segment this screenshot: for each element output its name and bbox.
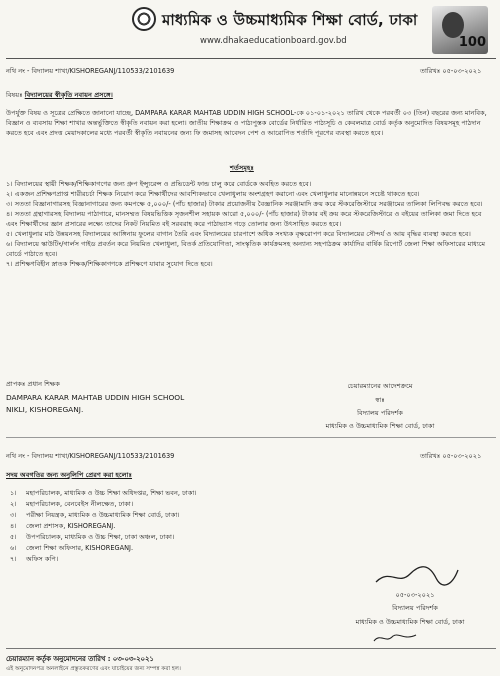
govt-seal-icon	[132, 7, 156, 31]
approval-date: চেয়ারম্যান কর্তৃক অনুমোদনের তারিখ : ০৩-০৩-২০২১	[6, 655, 154, 663]
signatory-signed-mark: স্বাঃ	[375, 396, 385, 404]
condition-item: ১। বিদ্যালয়ের স্থায়ী শিক্ষক/শিক্ষিকাগণের জন্য গ্রুপ ইন্স্যুরেন্স ও প্রভিডেন্ট ফান্ড চালু করে বোর্ডকে অবহিত করতে হবে।	[6, 180, 312, 188]
recipient-school: DAMPARA KARAR MAHTAB UDDIN HIGH SCHOOL	[6, 393, 185, 402]
condition-item: ৫। খেলাধুলার মাঠ উন্নয়নসহ বিদ্যালয়ের আঙ্গিনায় ফুলের বাগান তৈরি এবং বিদ্যালয়ের চারপাশে অধিক সংখ্যক বৃক্ষরোপণ করে বিদ্যালয়ের সৌন্দর্য ও আয় বৃদ্ধির ব্যবস্থা করতে হবে।	[6, 230, 471, 238]
condition-item: ৬। বিদ্যালয়ে স্কাউটিং/গার্লস গাইড প্রবর্তন করে নিয়মিত খেলাধুলা, বিতর্ক প্রতিযোগিতা, সাংস্কৃতিক কার্যক্রমসহ অন্যান্য সহপাঠক্রম কার্যাদির বার্ষিক রিপোর্ট জেলা শিক্ষা অফিসারের মাধ্যমে বোর্ডে পাঠাতে হবে।	[6, 240, 486, 258]
recipient-address: NIKLI, KISHOREGANJ.	[6, 405, 84, 414]
condition-item: ৩। সততা বিজ্ঞানাগারসহ বিজ্ঞানাগারের জন্য কমপক্ষে ৫,০০০/- (পাঁচ হাজার) টাকার প্রয়োজনীয় বৈজ্ঞানিক সরঞ্জামাদি ক্রয় করে স্টকরেজিস্টারে সরঞ্জামের তালিকা লিপিবদ্ধ করতে হবে।	[6, 200, 483, 208]
list-item: ২। মহাপরিচালক, বেনবেইস নীলক্ষেত, ঢাকা।	[10, 500, 134, 508]
mujib-100-portrait-logo: 100	[432, 6, 488, 54]
memo-date: তারিখঃ ০৫-০৩-২০২১	[420, 67, 482, 75]
recipient-label: প্রাপকঃ প্রধান শিক্ষক	[6, 380, 60, 388]
subject-label: বিষয়ঃ	[6, 91, 23, 99]
copy-heading: সদয় অবগতির জন্য অনুলিপি প্রেরণ করা হলোঃ	[6, 471, 133, 479]
list-item: ১। মহাপরিচালক, মাধ্যমিক ও উচ্চ শিক্ষা অধিদপ্তর, শিক্ষা ভবন, ঢাকা।	[10, 489, 197, 497]
list-item: ৬। জেলা শিক্ষা অফিসার, KISHOREGANJ.	[10, 544, 134, 552]
copy-memo-number: নথি নং - বিদ্যালয় শাখা/KISHOREGANJ/110533/2101639	[6, 452, 175, 460]
letterhead	[0, 0, 500, 56]
list-item: ৪। জেলা প্রশাসক, KISHOREGANJ.	[10, 522, 116, 530]
list-item: ৫। উপপরিচালক, মাধ্যমিক ও উচ্চ শিক্ষা, ঢাকা অঞ্চল, ঢাকা।	[10, 533, 175, 541]
officer-signature	[372, 564, 462, 588]
signature-title: বিদ্যালয় পরিদর্শক	[392, 604, 438, 612]
footer-divider	[6, 648, 496, 649]
subject-text: বিদ্যালয়ের স্বীকৃতি নবায়ন প্রসঙ্গে।	[24, 91, 113, 99]
board-website: www.dhakaeducationboard.gov.bd	[200, 36, 347, 46]
copy-recipient-list	[10, 488, 490, 565]
section-divider	[6, 437, 496, 438]
condition-item: ২। একজন প্রশিক্ষণপ্রাপ্ত শারীরচর্চা শিক্ষক নিয়োগ করে শিক্ষার্থীদের আবশ্যিকভাবে খেলাধুলায় অংশগ্রহণ করানো এবং খেলাধুলার মানোন্নয়নে সচেষ্ট থাকতে হবে।	[6, 190, 420, 198]
signature-org: মাধ্যমিক ও উচ্চমাধ্যমিক শিক্ষা বোর্ড, ঢাকা	[355, 618, 465, 626]
intro-paragraph: উপর্যুক্ত বিষয় ও সূত্রের প্রেক্ষিতে জানানো যাচ্ছে, DAMPARA KARAR MAHTAB UDDIN HIGH SCHOOL-কে ০১-০১-২০২১ তারিখ থেকে পরবর্তী ০৩ (তিন) বছরের জন্য মানবিক, বিজ্ঞান ও ব্যবসায় শিক্ষা শাখার অন্তর্ভুক্তিতে স্বীকৃতি নবায়ন করা হলো। জাতীয় শিক্ষাক্রম ও পাঠ্যপুস্তক বোর্ডের নির্ধারিত পাঠ্যসূচি ও কেবলমাত্র বোর্ড কর্তৃক অনুমোদিত বিষয়সমূহ পাঠদান করতে হবে এবং প্রদত্ত মেয়াদকালের মধ্যে পরবর্তী স্বীকৃতি নবায়নের জন্য ফি জমাসহ আবেদন পেশ ও আরোপিত শর্তাদি পূরণের ব্যবস্থা করতে হবে।	[6, 109, 487, 137]
footer-note: এই অনুমোদনপত্র অনলাইনে প্রস্তুতকরণের এবং যাচাইয়ের জন্য সম্পন্ন করা হল।	[6, 666, 181, 672]
signatory-org: মাধ্যমিক ও উচ্চমাধ্যমিক শিক্ষা বোর্ড, ঢাকা	[325, 422, 435, 430]
list-item: ৩। পরীক্ষা নিয়ন্ত্রক, মাধ্যমিক ও উচ্চমাধ্যমিক শিক্ষা বোর্ড, ঢাকা।	[10, 511, 180, 519]
board-title: মাধ্যমিক ও উচ্চমাধ্যমিক শিক্ষা বোর্ড, ঢাকা	[162, 11, 418, 29]
copy-memo-date: তারিখঃ ০৫-০৩-২০২১	[420, 452, 482, 460]
header-divider	[6, 58, 496, 59]
memo-number: নথি নং - বিদ্যালয় শাখা/KISHOREGANJ/110533/2101639	[6, 67, 175, 75]
signatory-order-line: চেয়ারম্যানের আদেশক্রমে	[347, 382, 413, 390]
condition-item: ৪। সততা গ্রন্থাগারসহ বিদ্যালয় পাঠাগারে, মানসম্মত বিষয়ভিত্তিক সৃজনশীল সহায়ক আরো ৫,০০০/- (পাঁচ হাজার) টাকার বই ক্রয় করে স্টকরেজিস্টারে ও বইয়ের তালিকা জমা দিতে হবে এবং শিক্ষার্থীদের জ্ঞান প্রসারের লক্ষ্যে তাদের নিকট নিয়মিত বই সরবরাহ করে পাঠাভ্যাস গড়ে তোলার জন্য উৎসাহিত করতে হবে।	[6, 210, 482, 228]
conditions-list	[6, 179, 494, 269]
initial-signature	[372, 631, 418, 645]
signatory-title: বিদ্যালয় পরিদর্শক	[357, 409, 403, 417]
conditions-heading: শর্তসমূহঃ	[230, 164, 254, 172]
subject-line	[6, 90, 113, 100]
list-item: ৭। অফিস কপি।	[10, 555, 59, 563]
signature-date: ০৫-০৩-২০২১	[395, 591, 435, 599]
condition-item: ৭। প্রশিক্ষণবিহীন স্নাতক শিক্ষক/শিক্ষিকাগণকে প্রশিক্ষণে যাবার সুযোগ দিতে হবে।	[6, 260, 213, 268]
